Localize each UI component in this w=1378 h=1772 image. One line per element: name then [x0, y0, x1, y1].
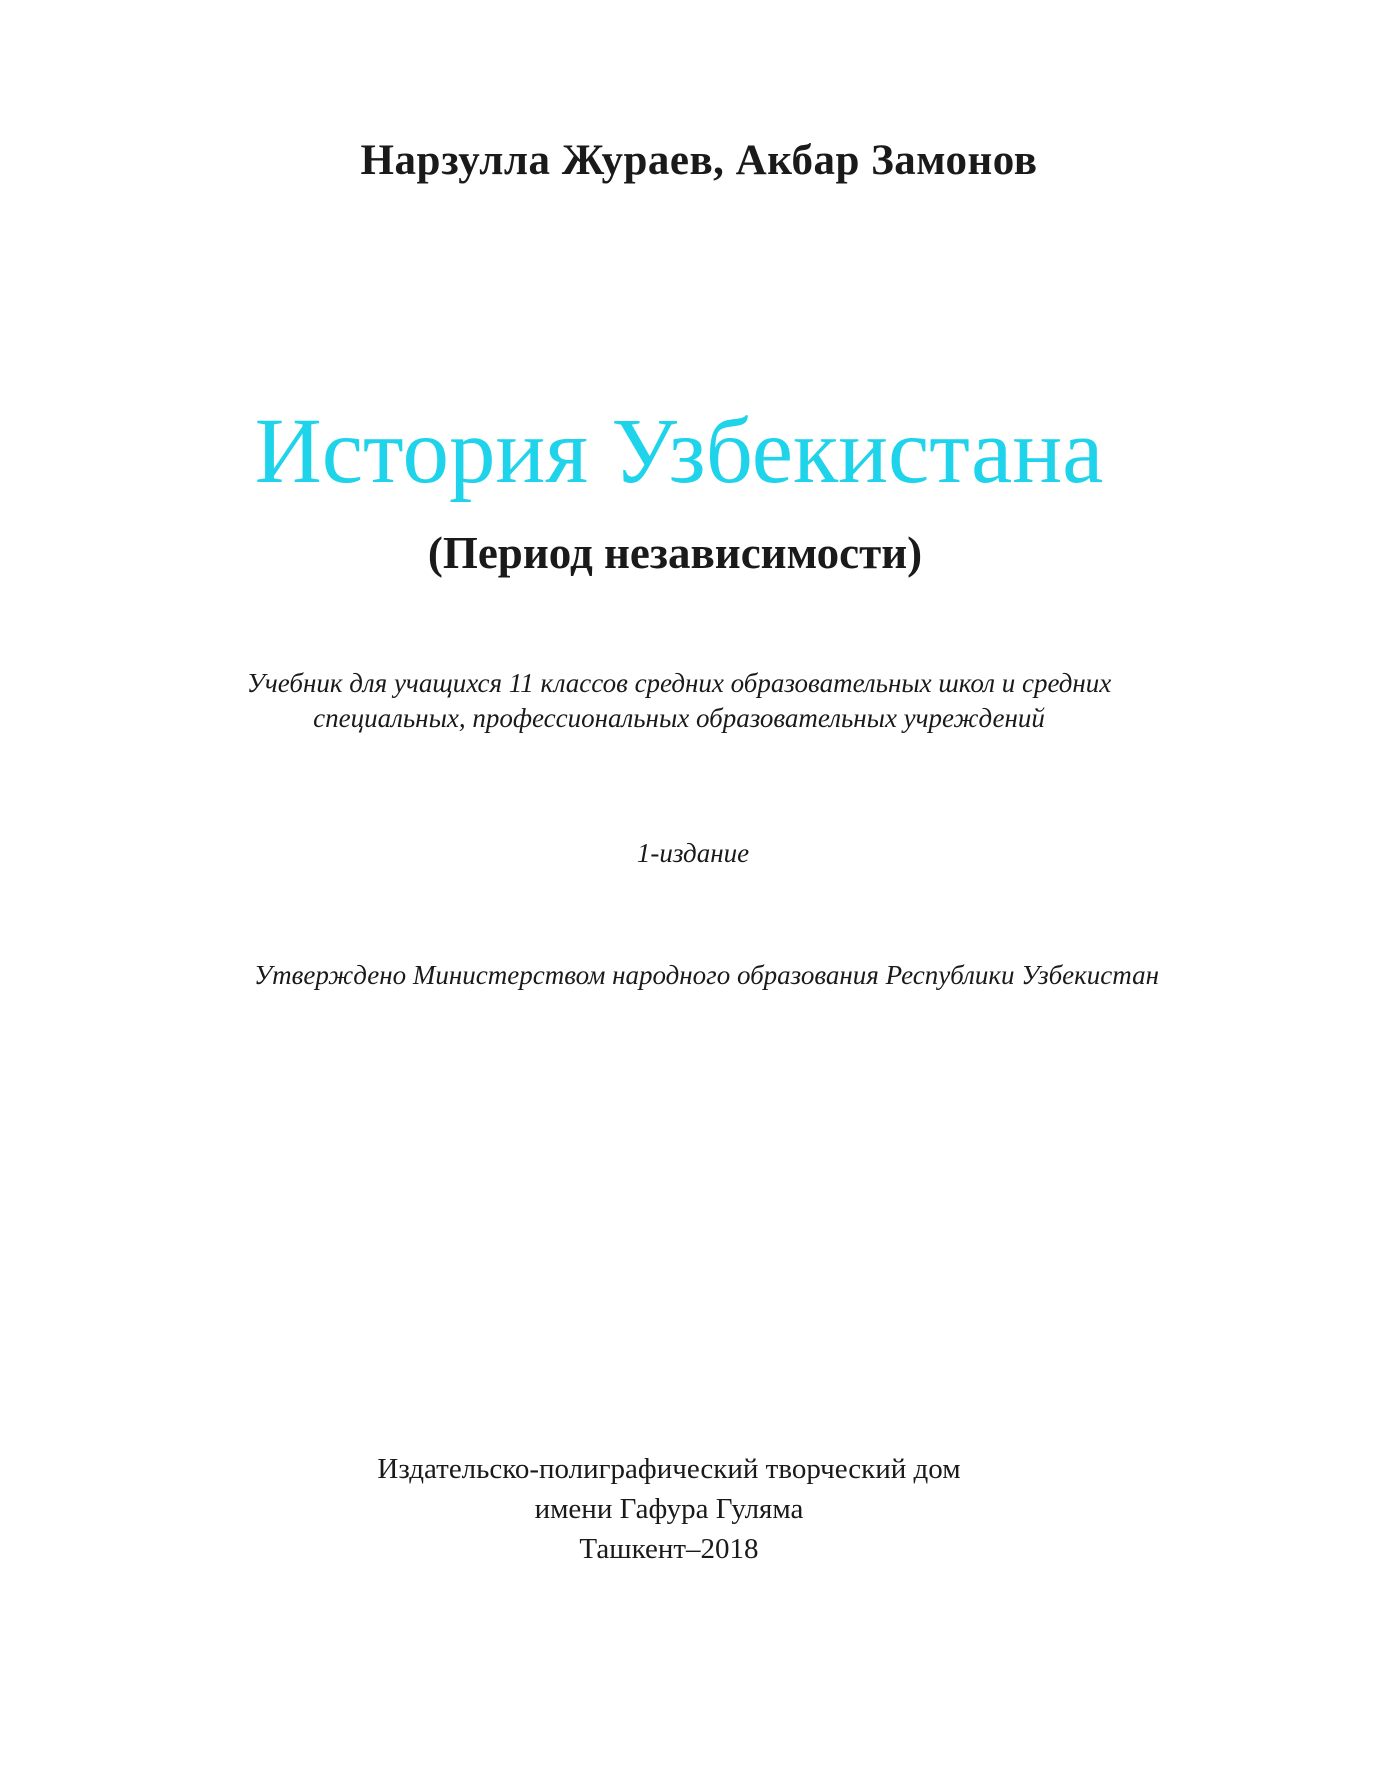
authors-line: Нарзулла Жураев, Акбар Замонов: [360, 137, 1038, 184]
book-description: [0, 666, 1378, 736]
publisher-line-2: имени Гафура Гуляма: [534, 1493, 804, 1525]
edition-label: 1-издание: [636, 838, 750, 868]
description-line-1: Учебник для учащихся 11 классов средних образовательных школ и средних: [246, 668, 1112, 698]
publisher-block: [0, 1449, 1378, 1569]
publisher-line-3: Ташкент–2018: [579, 1533, 759, 1565]
description-line-2: специальных, профессиональных образовательных учреждений: [313, 703, 1045, 733]
approval-note: Утверждено Министерством народного образования Республики Узбекистан: [253, 960, 1159, 990]
book-title: История Узбекистана: [254, 400, 1104, 503]
publisher-line-1: Издательско-полиграфический творческий дом: [377, 1453, 961, 1485]
book-subtitle: (Период независимости): [427, 528, 923, 578]
